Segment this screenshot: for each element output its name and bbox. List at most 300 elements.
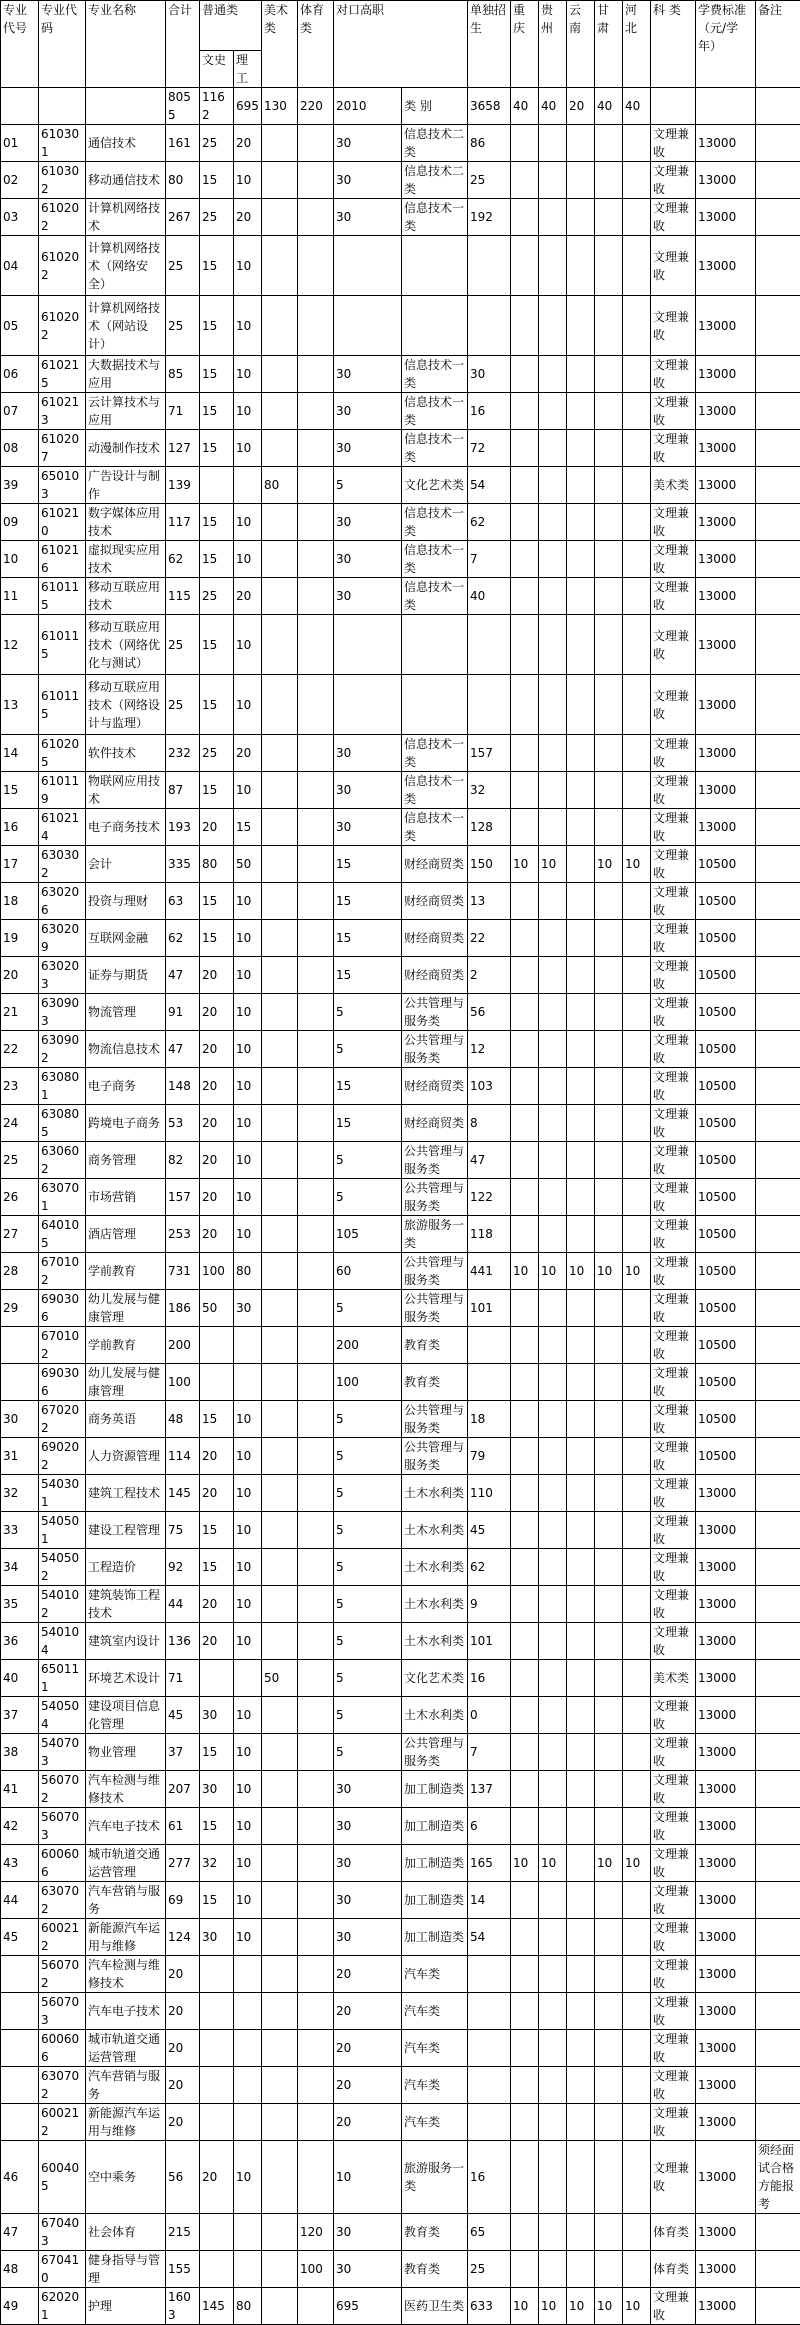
row-guizhou <box>539 1660 567 1697</box>
row-ligong: 10 <box>234 675 262 735</box>
row-wenshi: 30 <box>200 1919 234 1956</box>
row-note <box>756 356 800 393</box>
row-category: 信息技术一类 <box>402 809 468 846</box>
row-yunnan <box>567 1623 595 1660</box>
row-category: 信息技术一类 <box>402 356 468 393</box>
row-gansu <box>595 1327 623 1364</box>
row-duikou: 30 <box>334 1882 402 1919</box>
row-guizhou <box>539 1364 567 1401</box>
row-total: 186 <box>166 1290 200 1327</box>
row-hebei <box>623 1475 651 1512</box>
row-fee: 13000 <box>696 1845 756 1882</box>
row-category: 土木水利类 <box>402 1586 468 1623</box>
row-no: 01 <box>1 125 39 162</box>
row-major-name: 酒店管理 <box>86 1216 166 1253</box>
col-header-guizhou: 贵州 <box>539 1 567 88</box>
table-row <box>1 1956 800 1993</box>
row-category: 信息技术二类 <box>402 162 468 199</box>
row-chongqing <box>511 1179 539 1216</box>
row-category: 信息技术一类 <box>402 504 468 541</box>
row-ligong: 10 <box>234 957 262 994</box>
row-no: 12 <box>1 615 39 675</box>
row-category: 信息技术一类 <box>402 430 468 467</box>
totals-tiyu: 220 <box>298 88 334 125</box>
col-header-major-code: 专业代码 <box>39 1 86 88</box>
row-tiyu <box>298 1660 334 1697</box>
row-kelei: 文理兼收 <box>651 541 696 578</box>
row-meishu <box>262 1105 298 1142</box>
table-row <box>1 430 800 467</box>
row-major-name: 新能源汽车运用与维修 <box>86 1919 166 1956</box>
row-major-code: 630702 <box>39 2067 86 2104</box>
row-major-code: 650103 <box>39 467 86 504</box>
row-duikou <box>334 675 402 735</box>
col-header-code-no: 专业代号 <box>1 1 39 88</box>
row-wenshi <box>200 1956 234 1993</box>
row-note <box>756 1327 800 1364</box>
row-ligong: 10 <box>234 1068 262 1105</box>
col-header-fee: 学费标准（元/学年） <box>696 1 756 88</box>
row-chongqing <box>511 1623 539 1660</box>
row-tiyu <box>298 2288 334 2325</box>
row-duikou <box>334 236 402 296</box>
row-no: 32 <box>1 1475 39 1512</box>
row-tiyu <box>298 2104 334 2141</box>
row-danzhao <box>468 1956 511 1993</box>
row-kelei: 文理兼收 <box>651 615 696 675</box>
row-note <box>756 125 800 162</box>
row-meishu <box>262 2214 298 2251</box>
row-chongqing <box>511 675 539 735</box>
row-danzhao: 8 <box>468 1105 511 1142</box>
row-kelei: 文理兼收 <box>651 675 696 735</box>
row-yunnan <box>567 772 595 809</box>
row-fee: 10500 <box>696 1290 756 1327</box>
row-major-name: 社会体育 <box>86 2214 166 2251</box>
row-yunnan <box>567 541 595 578</box>
row-note <box>756 883 800 920</box>
row-guizhou <box>539 735 567 772</box>
row-hebei <box>623 1993 651 2030</box>
row-hebei <box>623 920 651 957</box>
row-danzhao: 22 <box>468 920 511 957</box>
row-fee: 13000 <box>696 125 756 162</box>
row-wenshi: 15 <box>200 1882 234 1919</box>
table-row <box>1 125 800 162</box>
row-guizhou <box>539 125 567 162</box>
row-hebei <box>623 1401 651 1438</box>
row-major-name: 幼儿发展与健康管理 <box>86 1290 166 1327</box>
table-row <box>1 735 800 772</box>
row-chongqing <box>511 1771 539 1808</box>
row-note <box>756 920 800 957</box>
row-duikou: 5 <box>334 1475 402 1512</box>
row-wenshi: 15 <box>200 920 234 957</box>
row-tiyu <box>298 504 334 541</box>
row-wenshi <box>200 2214 234 2251</box>
row-category: 财经商贸类 <box>402 1068 468 1105</box>
row-total: 148 <box>166 1068 200 1105</box>
row-total: 45 <box>166 1697 200 1734</box>
row-danzhao <box>468 675 511 735</box>
row-note <box>756 846 800 883</box>
row-meishu <box>262 393 298 430</box>
row-hebei <box>623 994 651 1031</box>
row-tiyu <box>298 883 334 920</box>
row-major-code: 610119 <box>39 772 86 809</box>
row-fee: 13000 <box>696 430 756 467</box>
row-gansu <box>595 1734 623 1771</box>
row-hebei <box>623 1327 651 1364</box>
row-tiyu <box>298 1216 334 1253</box>
row-yunnan <box>567 1290 595 1327</box>
row-chongqing <box>511 1882 539 1919</box>
row-tiyu <box>298 1845 334 1882</box>
row-hebei <box>623 1808 651 1845</box>
row-no: 26 <box>1 1179 39 1216</box>
row-yunnan <box>567 1364 595 1401</box>
table-row <box>1 2030 800 2067</box>
row-fee: 13000 <box>696 356 756 393</box>
row-meishu <box>262 1179 298 1216</box>
totals-meishu: 130 <box>262 88 298 125</box>
row-guizhou <box>539 1623 567 1660</box>
row-category: 加工制造类 <box>402 1882 468 1919</box>
row-hebei <box>623 957 651 994</box>
row-wenshi: 20 <box>200 1179 234 1216</box>
col-header-danzhao: 单独招生 <box>468 1 511 88</box>
row-major-code: 610202 <box>39 199 86 236</box>
table-row <box>1 356 800 393</box>
row-duikou: 30 <box>334 735 402 772</box>
row-guizhou <box>539 296 567 356</box>
row-wenshi: 20 <box>200 2141 234 2214</box>
row-no: 35 <box>1 1586 39 1623</box>
table-row <box>1 296 800 356</box>
row-ligong: 10 <box>234 1919 262 1956</box>
row-duikou: 30 <box>334 162 402 199</box>
row-no: 47 <box>1 2214 39 2251</box>
col-header-putong: 普通类 <box>200 1 262 51</box>
row-gansu <box>595 504 623 541</box>
row-meishu <box>262 1734 298 1771</box>
row-gansu <box>595 883 623 920</box>
row-total: 62 <box>166 920 200 957</box>
row-no: 03 <box>1 199 39 236</box>
row-category: 汽车类 <box>402 2030 468 2067</box>
row-guizhou <box>539 809 567 846</box>
row-hebei <box>623 2141 651 2214</box>
row-yunnan <box>567 356 595 393</box>
row-kelei: 文理兼收 <box>651 1142 696 1179</box>
row-major-code: 560703 <box>39 1808 86 1845</box>
row-meishu <box>262 1956 298 1993</box>
row-major-name: 人力资源管理 <box>86 1438 166 1475</box>
row-category: 土木水利类 <box>402 1697 468 1734</box>
row-tiyu <box>298 1734 334 1771</box>
row-danzhao: 157 <box>468 735 511 772</box>
row-meishu <box>262 1808 298 1845</box>
row-tiyu <box>298 296 334 356</box>
row-danzhao: 192 <box>468 199 511 236</box>
row-wenshi: 15 <box>200 541 234 578</box>
row-major-name: 工程造价 <box>86 1549 166 1586</box>
row-note <box>756 1364 800 1401</box>
table-row <box>1 236 800 296</box>
row-note <box>756 1771 800 1808</box>
row-note <box>756 1253 800 1290</box>
row-ligong: 10 <box>234 296 262 356</box>
row-kelei: 文理兼收 <box>651 1475 696 1512</box>
row-gansu <box>595 1956 623 1993</box>
row-tiyu <box>298 1919 334 1956</box>
row-fee: 13000 <box>696 2141 756 2214</box>
row-guizhou <box>539 675 567 735</box>
row-chongqing <box>511 296 539 356</box>
row-tiyu <box>298 1993 334 2030</box>
row-fee: 10500 <box>696 846 756 883</box>
row-guizhou <box>539 2104 567 2141</box>
row-no: 28 <box>1 1253 39 1290</box>
row-danzhao: 150 <box>468 846 511 883</box>
row-yunnan <box>567 883 595 920</box>
row-guizhou <box>539 772 567 809</box>
row-hebei <box>623 675 651 735</box>
row-yunnan <box>567 1734 595 1771</box>
row-fee: 13000 <box>696 578 756 615</box>
row-wenshi <box>200 2251 234 2288</box>
row-major-name: 云计算技术与应用 <box>86 393 166 430</box>
row-duikou: 60 <box>334 1253 402 1290</box>
row-gansu <box>595 1623 623 1660</box>
row-hebei <box>623 1586 651 1623</box>
row-danzhao: 110 <box>468 1475 511 1512</box>
row-category: 医药卫生类 <box>402 2288 468 2325</box>
row-no: 41 <box>1 1771 39 1808</box>
row-hebei <box>623 735 651 772</box>
row-chongqing <box>511 1919 539 1956</box>
row-category: 汽车类 <box>402 1993 468 2030</box>
row-hebei <box>623 1216 651 1253</box>
row-kelei: 文理兼收 <box>651 1290 696 1327</box>
row-kelei: 文理兼收 <box>651 1919 696 1956</box>
row-ligong: 20 <box>234 199 262 236</box>
row-major-name: 汽车电子技术 <box>86 1808 166 1845</box>
totals-guizhou: 40 <box>539 88 567 125</box>
row-yunnan <box>567 1031 595 1068</box>
row-category: 教育类 <box>402 2251 468 2288</box>
row-danzhao: 128 <box>468 809 511 846</box>
row-danzhao: 79 <box>468 1438 511 1475</box>
row-no: 38 <box>1 1734 39 1771</box>
row-fee: 13000 <box>696 1586 756 1623</box>
row-major-code: 630602 <box>39 1142 86 1179</box>
row-hebei: 10 <box>623 1253 651 1290</box>
row-fee: 13000 <box>696 467 756 504</box>
row-no: 13 <box>1 675 39 735</box>
row-ligong: 10 <box>234 1105 262 1142</box>
row-wenshi <box>200 2104 234 2141</box>
row-ligong <box>234 2104 262 2141</box>
row-total: 85 <box>166 356 200 393</box>
row-tiyu <box>298 1586 334 1623</box>
row-category: 财经商贸类 <box>402 957 468 994</box>
row-tiyu: 120 <box>298 2214 334 2251</box>
row-fee: 10500 <box>696 994 756 1031</box>
row-kelei: 文理兼收 <box>651 920 696 957</box>
row-total: 115 <box>166 578 200 615</box>
row-gansu <box>595 735 623 772</box>
row-ligong: 10 <box>234 1031 262 1068</box>
row-duikou: 20 <box>334 1956 402 1993</box>
row-danzhao: 40 <box>468 578 511 615</box>
row-guizhou <box>539 920 567 957</box>
table-row <box>1 2067 800 2104</box>
row-guizhou <box>539 162 567 199</box>
row-guizhou <box>539 236 567 296</box>
row-danzhao: 6 <box>468 1808 511 1845</box>
row-chongqing <box>511 1993 539 2030</box>
row-no: 24 <box>1 1105 39 1142</box>
row-major-code: 610202 <box>39 236 86 296</box>
row-yunnan <box>567 2104 595 2141</box>
row-major-code: 610207 <box>39 430 86 467</box>
row-tiyu <box>298 2067 334 2104</box>
row-total: 20 <box>166 1993 200 2030</box>
row-category: 公共管理与服务类 <box>402 1179 468 1216</box>
row-hebei <box>623 1919 651 1956</box>
row-meishu <box>262 1031 298 1068</box>
row-tiyu <box>298 1290 334 1327</box>
row-wenshi: 30 <box>200 1771 234 1808</box>
row-fee: 10500 <box>696 1364 756 1401</box>
row-tiyu <box>298 467 334 504</box>
col-header-gansu: 甘肃 <box>595 1 623 88</box>
row-yunnan <box>567 2030 595 2067</box>
row-major-code: 610302 <box>39 162 86 199</box>
row-yunnan <box>567 162 595 199</box>
row-no: 45 <box>1 1919 39 1956</box>
row-major-code: 610115 <box>39 578 86 615</box>
row-ligong: 10 <box>234 1808 262 1845</box>
row-gansu <box>595 1216 623 1253</box>
row-fee: 10500 <box>696 1068 756 1105</box>
row-category: 教育类 <box>402 1364 468 1401</box>
row-kelei: 文理兼收 <box>651 125 696 162</box>
row-yunnan <box>567 675 595 735</box>
row-wenshi <box>200 1327 234 1364</box>
row-chongqing <box>511 2214 539 2251</box>
row-tiyu <box>298 541 334 578</box>
row-major-code: 600212 <box>39 1919 86 1956</box>
row-yunnan <box>567 994 595 1031</box>
row-meishu <box>262 236 298 296</box>
row-wenshi: 20 <box>200 1475 234 1512</box>
row-tiyu <box>298 1808 334 1845</box>
row-tiyu <box>298 1771 334 1808</box>
row-fee: 13000 <box>696 2067 756 2104</box>
row-tiyu <box>298 1179 334 1216</box>
row-hebei <box>623 541 651 578</box>
row-gansu <box>595 920 623 957</box>
row-total: 200 <box>166 1327 200 1364</box>
row-danzhao: 65 <box>468 2214 511 2251</box>
row-major-name: 汽车营销与服务 <box>86 2067 166 2104</box>
row-note <box>756 1401 800 1438</box>
col-header-ligong: 理工 <box>234 51 262 88</box>
row-tiyu <box>298 1475 334 1512</box>
row-total: 25 <box>166 615 200 675</box>
row-danzhao: 16 <box>468 2141 511 2214</box>
row-tiyu <box>298 615 334 675</box>
row-ligong: 10 <box>234 1549 262 1586</box>
row-duikou: 30 <box>334 2214 402 2251</box>
row-yunnan <box>567 1142 595 1179</box>
row-category: 信息技术一类 <box>402 199 468 236</box>
totals-wenshi: 1162 <box>200 88 234 125</box>
row-category: 财经商贸类 <box>402 883 468 920</box>
row-total: 61 <box>166 1808 200 1845</box>
row-fee: 13000 <box>696 1512 756 1549</box>
row-tiyu <box>298 2141 334 2214</box>
row-meishu <box>262 162 298 199</box>
row-guizhou <box>539 1697 567 1734</box>
row-chongqing <box>511 504 539 541</box>
row-duikou: 20 <box>334 2030 402 2067</box>
row-wenshi: 15 <box>200 162 234 199</box>
row-category: 加工制造类 <box>402 1919 468 1956</box>
row-no: 10 <box>1 541 39 578</box>
col-header-meishu: 美术类 <box>262 1 298 88</box>
row-duikou: 5 <box>334 1623 402 1660</box>
row-gansu <box>595 296 623 356</box>
row-no: 17 <box>1 846 39 883</box>
row-major-name: 汽车营销与服务 <box>86 1882 166 1919</box>
row-danzhao: 86 <box>468 125 511 162</box>
row-major-name: 学前教育 <box>86 1327 166 1364</box>
row-duikou: 20 <box>334 2067 402 2104</box>
row-chongqing <box>511 125 539 162</box>
row-chongqing <box>511 735 539 772</box>
row-gansu <box>595 1031 623 1068</box>
row-wenshi: 15 <box>200 615 234 675</box>
row-chongqing <box>511 467 539 504</box>
row-note <box>756 199 800 236</box>
row-yunnan <box>567 846 595 883</box>
row-note <box>756 1956 800 1993</box>
row-note <box>756 1142 800 1179</box>
row-total: 145 <box>166 1475 200 1512</box>
row-kelei: 文理兼收 <box>651 199 696 236</box>
row-fee: 13000 <box>696 615 756 675</box>
row-ligong <box>234 1327 262 1364</box>
row-chongqing: 10 <box>511 2288 539 2325</box>
row-total: 124 <box>166 1919 200 1956</box>
row-no: 07 <box>1 393 39 430</box>
row-chongqing <box>511 356 539 393</box>
row-note <box>756 296 800 356</box>
row-duikou: 10 <box>334 2141 402 2214</box>
row-gansu <box>595 675 623 735</box>
row-yunnan <box>567 1475 595 1512</box>
row-meishu <box>262 809 298 846</box>
row-guizhou <box>539 2067 567 2104</box>
row-danzhao: 101 <box>468 1290 511 1327</box>
row-ligong: 10 <box>234 162 262 199</box>
row-tiyu <box>298 1512 334 1549</box>
row-yunnan <box>567 2141 595 2214</box>
table-row <box>1 393 800 430</box>
